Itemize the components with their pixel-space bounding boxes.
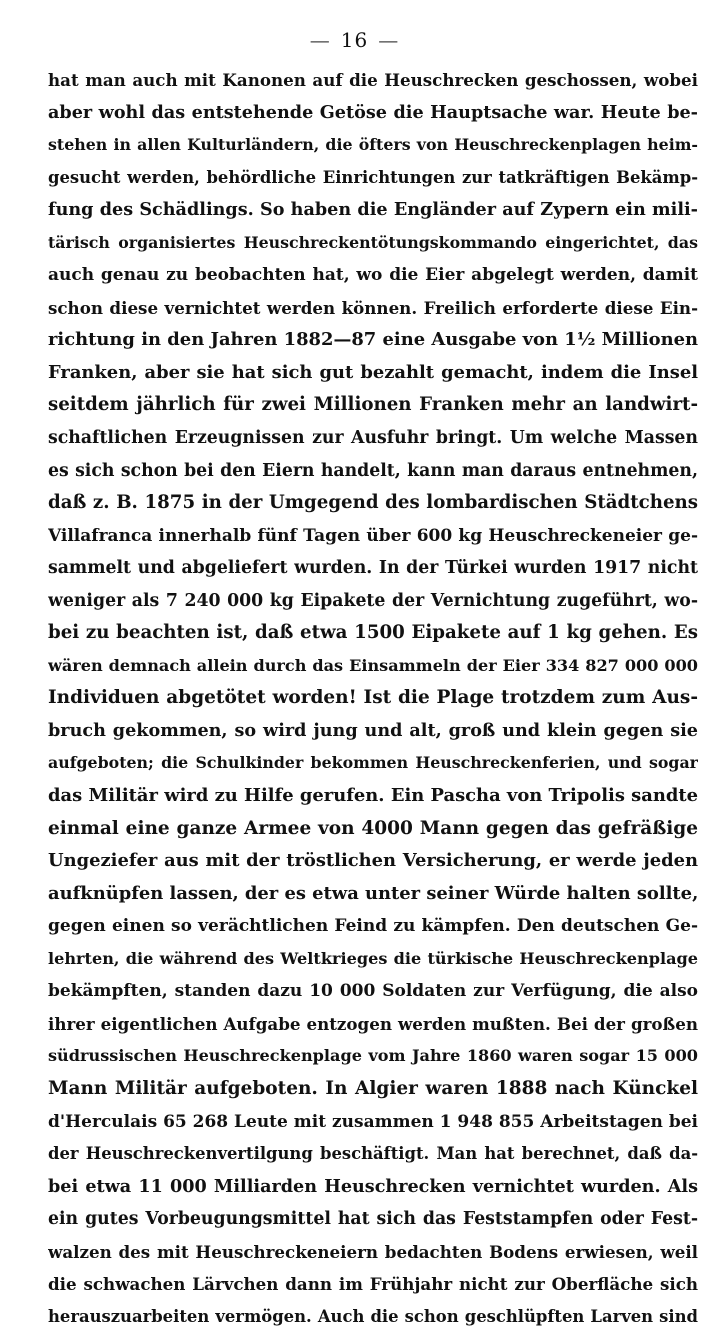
text-line: sammelt und abgeliefert wurden. In der Türkei wurden 1917 nicht — [48, 558, 698, 579]
text-line: Villafranca innerhalb fünf Tagen über 600 kg Heuschreckeneier ge- — [48, 525, 698, 546]
text-line: schaftlichen Erzeugnissen zur Ausfuhr bringt. Um welche Massen — [48, 428, 698, 449]
text-line: aber wohl das entstehende Getöse die Hauptsache war. Heute be- — [48, 101, 698, 123]
text-line: Franken, aber sie hat sich gut bezahlt gemacht, indem die Insel — [48, 361, 698, 383]
text-line: gesucht werden, behördliche Einrichtungen zur tatkräftigen Bekämp- — [48, 167, 698, 187]
text-line: hat man auch mit Kanonen auf die Heuschrecken geschossen, wobei — [48, 70, 698, 90]
text-line: walzen des mit Heuschreckeneiern bedachten Bodens erwiesen, weil — [48, 1241, 698, 1262]
text-line: fung des Schädlings. So haben die Engländer auf Zypern ein mili- — [48, 199, 698, 221]
text-line: Mann Militär aufgeboten. In Algier waren 1888 nach Künckel — [48, 1077, 698, 1099]
text-line: ein gutes Vorbeugungsmittel hat sich das Feststampfen oder Fest- — [48, 1209, 698, 1230]
text-line: d'Herculais 65 268 Leute mit zusammen 1 948 855 Arbeitstagen bei — [48, 1111, 698, 1132]
text-line: herauszuarbeiten vermögen. Auch die schon geschlüpften Larven sind — [48, 1306, 698, 1326]
text-line: richtung in den Jahren 1882—87 eine Ausgabe von 1½ Millionen — [48, 329, 698, 351]
text-line: bei etwa 11 000 Milliarden Heuschrecken vernichtet wurden. Als — [48, 1175, 698, 1197]
text-line: aufknüpfen lassen, der es etwa unter seiner Würde halten sollte, — [48, 882, 698, 904]
header-dash-right: — — [378, 28, 400, 52]
text-line: Individuen abgetötet worden! Ist die Plage trotzdem zum Aus- — [48, 687, 698, 709]
text-line: lehrten, die während des Weltkrieges die türkische Heuschreckenplage — [48, 948, 698, 968]
page-header — [0, 28, 709, 52]
text-line: gegen einen so verächtlichen Feind zu kämpfen. Den deutschen Ge- — [48, 916, 698, 937]
header-dash-left: — — [309, 28, 331, 52]
text-line: die schwachen Lärvchen dann im Frühjahr nicht zur Oberfläche sich — [48, 1274, 698, 1295]
text-line: daß z. B. 1875 in der Umgegend des lombardischen Städtchens — [48, 492, 698, 514]
text-line: der Heuschreckenvertilgung beschäftigt. Man hat berechnet, daß da- — [48, 1144, 698, 1164]
text-line: tärisch organisiertes Heuschreckentötungskommando eingerichtet, das — [48, 232, 698, 252]
text-line: bei zu beachten ist, daß etwa 1500 Eipakete auf 1 kg gehen. Es — [48, 622, 698, 644]
text-line: Ungeziefer aus mit der tröstlichen Versicherung, er werde jeden — [48, 850, 698, 872]
text-line: ihrer eigentlichen Aufgabe entzogen werden mußten. Bei der großen — [48, 1013, 698, 1034]
text-line: stehen in allen Kulturländern, die öfters von Heuschreckenplagen heim- — [48, 135, 698, 155]
text-line: bruch gekommen, so wird jung und alt, groß und klein gegen sie — [48, 719, 698, 741]
text-line: aufgeboten; die Schulkinder bekommen Heuschreckenferien, und sogar — [48, 753, 698, 773]
text-line: auch genau zu beobachten hat, wo die Eier abgelegt werden, damit — [48, 265, 698, 286]
text-line: das Militär wird zu Hilfe gerufen. Ein Pascha von Tripolis sandte — [48, 785, 698, 807]
text-line: es sich schon bei den Eiern handelt, kann man daraus entnehmen, — [48, 460, 698, 481]
text-line: einmal eine ganze Armee von 4000 Mann gegen das gefräßige — [48, 817, 698, 839]
text-line: seitdem jährlich für zwei Millionen Franken mehr an landwirt- — [48, 394, 698, 416]
page-number: 16 — [340, 28, 369, 52]
text-line: wären demnach allein durch das Einsammeln der Eier 334 827 000 000 — [48, 655, 698, 675]
text-line: weniger als 7 240 000 kg Eipakete der Vernichtung zugeführt, wo- — [48, 590, 698, 611]
text-line: südrussischen Heuschreckenplage vom Jahre 1860 waren sogar 15 000 — [48, 1046, 698, 1066]
text-line: schon diese vernichtet werden können. Freilich erforderte diese Ein- — [48, 297, 698, 318]
text-line: bekämpften, standen dazu 10 000 Soldaten zur Verfügung, die also — [48, 981, 698, 1002]
body-text — [48, 64, 698, 1333]
